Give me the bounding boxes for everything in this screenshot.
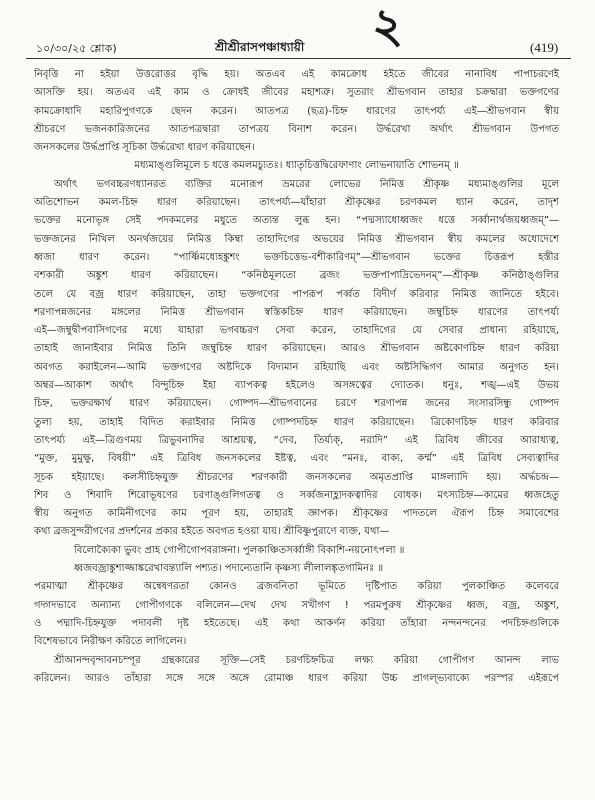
- text-line: সূচক হইয়াছে। কলসীচিহ্নযুক্ত শ্রীচরণের শরণকারী জনসকলের অমৃতপ্রাপ্তি মাঙ্গল্যাদি হয়। অর্দ্ধচন্দ্র—: [34, 471, 559, 483]
- text-line: শরণাপন্নজনের মঙ্গলের নিমিত্ত শ্রীভগবান স্বস্তিকচিহ্ন ধারণ করিয়াছেন। জম্বুচিহ্ন ধারণের তাৎপর্য্য: [34, 306, 559, 318]
- text-line: কথা ব্রজসুন্দরীগণের প্রদর্শনের প্রকার হইতে অবগত হওয়া যায়। শ্রীবিষ্ণুপুরাণে ব্যক্ত, যথা—: [34, 526, 390, 538]
- page-number: (419): [530, 40, 559, 55]
- header-divider: [26, 58, 571, 59]
- handwritten-page-mark: ২: [372, 0, 404, 54]
- sanskrit-verse: বিলোক্যৈকা ভুবং প্রাহ গোপীগোপবরাঙ্গনা। পুলকাঞ্চিতসর্ব্বাঙ্গী বিকাশি-নয়নোৎপলা ॥: [74, 544, 405, 556]
- text-line: তাৎপর্য্য এই—ত্রিগুণময় ত্রিভুবনাদির আশ্রয়ত্ব, “দেব, তির্য্যক্, নরাদি” এই ত্রিবিধ জীবের আরাধ্যত্ব,: [34, 434, 559, 446]
- text-line: বিশেষভাবে নিরীক্ষণ করিতে লাগিলেন।: [34, 636, 187, 648]
- text-line: নিবৃত্তি না হইয়া উত্তরোত্তর বৃদ্ধি হয়। অতএব এই কামক্রোধ হইতে জীবের নানাবিধ পাপাচরণেই: [34, 69, 559, 80]
- text-line: তাহাই জানাইবার নিমিত্ত তিনি জম্বুচিহ্ন ধারণ করিয়াছেন। আরও শ্রীভগবান অষ্টকোণচিহ্ন ধারণ করিয়া: [34, 343, 559, 355]
- text-line: পরমাত্মা শ্রীকৃষ্ণের অন্বেষণরতা কোনও ব্রজবনিতা ভূমিতে দৃষ্টিপাত করিয়া পুলকাঞ্চিত কলেবরে: [34, 581, 559, 593]
- text-line: “মুক্ত, মুমুক্ষু, বিষয়ী” এই ত্রিবিধ জনসকলের ইষ্টত্ব, এবং “মনঃ, বাক্য, কর্ম্ম” এই ত্রিবিধ সেব্যত্বাদির: [34, 453, 559, 465]
- text-line: অবগত করাইলেন—আমি ভক্তগণের অষ্টদিকে বিদ্যমান রহিয়াছি এবং অষ্টসিদ্ধিগণ আমার অনুগত হন।: [34, 361, 559, 373]
- text-line: শ্রীচরণে ভজনকারিজনের আতপত্রদ্বারা তাপত্রয় বিনাশ করেন। উর্দ্ধরেখা অর্থাৎ শ্রীভগবান উপগত: [34, 123, 559, 135]
- text-line: তুল্য হয়, তাহাই বিদিত করাইবার নিমিত্ত গোষ্পদচিহ্ন ধারণ করিয়াছেন। ত্রিকোণচিহ্ন ধারণ করিবার: [34, 416, 559, 428]
- sanskrit-verse: মধ্যমাঙ্গুলিমূলে চ ধত্তে কমলমচ্যুতঃ। ধ্যাতৃচিত্তদ্বিরেফাণাং লোভনায়াতি শোভনম্ ॥: [134, 160, 459, 172]
- text-line: অম্বর—আকাশ অর্থাৎ বিন্দুচিহ্ন ইহা ব্যাপকত্ব হইলেও অসঙ্গত্বের দ্যোতক। ধনুঃ, শঙ্খ—এই উভয়: [34, 380, 559, 392]
- text-line: আসক্তি হয়। অতএব এই কাম ও ক্রোধই জীবের মহাশত্রু। সুতরাং শ্রীভগবান তাহার চক্রদ্বারা ভক্তগণের: [34, 87, 559, 99]
- text-line: অতিশোভন কমল-চিহ্ন ধারণ করিয়াছেন। তাৎপর্য্য—যাঁহারা শ্রীকৃষ্ণের চরণকমল ধ্যান করেন, তাদৃশ: [34, 197, 559, 209]
- text-line: শিব ও শিবাদি শিরোভূষণের চরণাঙ্গুলিগতত্ব ও সর্ব্বজনাহ্লাদকত্বাদির বোধক। মৎস্যচিহ্ন—কামের ধ্বজহেতু: [34, 489, 559, 501]
- text-line: শ্রীআনন্দবৃন্দাবনচম্পূর গ্রন্থকারের সূক্তি—সেই চরণচিহ্নচিত্র লক্ষ্য করিয়া গোপীগণ আনন্দ লাভ: [54, 654, 559, 666]
- text-line: জনসকলের উর্দ্ধপ্রাপ্তি সূচিকা উর্দ্ধরেখা ধারণ করিয়াছেন।: [34, 142, 255, 154]
- text-line: কামক্রোধাদি মহারিপুগণকে ছেদন করেন। আতপত্র (ছত্র)-চিহ্ন ধারণের তাৎপর্য্য এই—শ্রীভগবান স্বীয়: [34, 105, 559, 117]
- text-line: করিলেন। আরও তাঁহারা সঙ্গে সঙ্গে অঙ্গে রোমাঞ্চ ধারণ করিয়া উচ্চ প্রাগল্ভ্যবাক্যে পরস্পর এইরূপে: [34, 672, 559, 684]
- body-text: [34, 66, 559, 688]
- text-line: স্বীয় অনুগত কামিনীগণের কাম পূরণ হয়, তাহারই জ্ঞাপক। শ্রীকৃষ্ণের পাদতলে ঐরূপ চিহ্ন সমাবেশের: [34, 508, 559, 520]
- text-line: চিহ্ন, ভক্তরক্ষার্থ ধারণ করিয়াছেন। গোষ্পদ—শ্রীভগবানের চরণে শরণাপন্ন জনের সংসারসিন্ধু গোষ্পদ: [34, 398, 559, 410]
- text-line: গদ্গদভাবে অন্যান্য গোপীগণকে বলিলেন—দেখ দেখ সখীগণ ! পরমপুরুষ শ্রীকৃষ্ণের ধ্বজ, বজ্র, অঙ্কুশ,: [34, 599, 559, 611]
- text-line: অর্থাৎ ভগবচ্চরণধ্যানরত ব্যক্তির মনোরূপ ভ্রমরের লোভের নিমিত্ত শ্রীকৃষ্ণ মধ্যমাঙ্গুলির মূলে: [54, 178, 559, 190]
- text-line: ভক্তের মনোভৃঙ্গ সেই পদকমলের মধুতে অত্যন্ত লুব্ধ হন। “পদ্মস্যাধোধ্বজং ধত্তে সর্ব্বানার্থজয়ধ্বজম্”—: [34, 215, 559, 227]
- sanskrit-verse: ধ্বজবজ্রাঙ্কুশাজ্জাঙ্করেখাবন্ত্যালি পশ্যত। পদান্যেতানি কৃষ্ণস্য লীলালঙ্কৃতগামিনঃ ॥: [74, 563, 384, 575]
- text-line: তলে যে বজ্র ধারণ করিয়াছেন, তাহা ভক্তগণের পাপরূপ পর্ব্বত বিদীর্ণ করিবার নিমিত্ত জানিতে হইবে।: [34, 288, 559, 300]
- text-line: বশকারী অঙ্কুশ ধারণ করিয়াছেন। “কনিষ্ঠমূলতো ব্রজং ভক্তপাপাদ্রিভেদনম্”—শ্রীকৃষ্ণ কনিষ্ঠাঙ্গুলির: [34, 270, 559, 282]
- verse-reference: ১০/৩০/২৫ শ্লোক): [36, 42, 117, 55]
- text-line: এই—জম্বুদ্বীপবাসিগণের মধ্যে যাহারা ভগবচ্চরণ সেবা করেন, তাহাদিগের যে সেবার প্রাধান্য রহিয়াছে,: [34, 325, 559, 337]
- text-line: ধ্বজা ধারণ করেন। “পার্ষ্ণিমধ্যেহঙ্কুশং ভক্তচিত্তেভ-বশীকারিণম্”—শ্রীভগবান ভক্তের চিত্তরূপ হস্তীর: [34, 251, 559, 263]
- text-line: ও পদ্মাদি-চিহ্নযুক্ত পদাবলী দৃষ্ট হইতেছে। এই কথা আকর্ণন করিয়া তাঁহারা নন্দনন্দনের পদচিহ্নগুলিকে: [34, 617, 559, 629]
- text-line: ভক্তজনের নিখিল অনর্থজয়ের নিমিত্ত কিম্বা তাহাদিগের অভয়ের নিমিত্ত শ্রীভগবান স্বীয় কমলের অধোদেশে: [34, 233, 559, 245]
- running-title: শ্রীশ্রীরাসপঞ্চাধ্যায়ী: [215, 40, 305, 54]
- page-header: [0, 0, 595, 58]
